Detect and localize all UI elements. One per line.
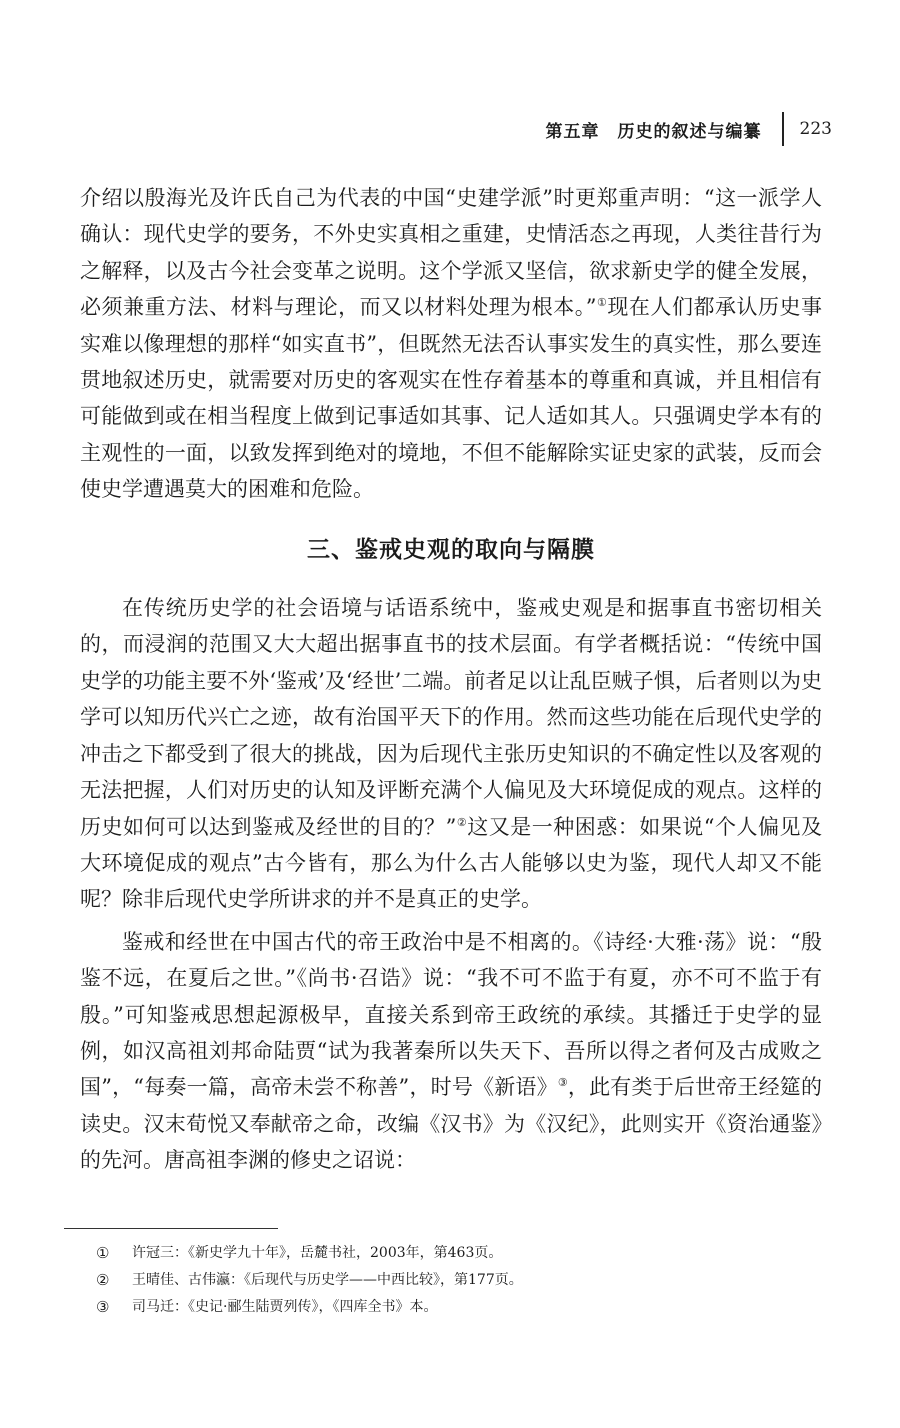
page-number: 223 bbox=[799, 119, 832, 139]
header-divider bbox=[782, 112, 784, 146]
footnote-ref: ③ bbox=[557, 1076, 568, 1090]
footnote-ref: ① bbox=[596, 296, 608, 310]
paragraph bbox=[80, 924, 822, 1179]
footnote-divider bbox=[64, 1228, 278, 1229]
paragraph-text: 鉴戒和经世在中国古代的帝王政治中是不相离的。《诗经·大雅·荡》说：“殷鉴不远，在夏后之世。”《尚书·召诰》说：“我不可不监于有夏，亦不可不监于有殷。”可知鉴戒思想起源极早，直接关系到帝王政统的承续。其播迁于史学的显例，如汉高祖刘邦命陆贾“试为我著秦所以失天下、吾所以得之者何及古成败之国”，“每奏一篇，高帝未尝不称善”，时号《新语》 bbox=[80, 929, 822, 1100]
footnote-mark: ③ bbox=[96, 1298, 110, 1316]
running-header bbox=[546, 112, 832, 146]
footnote-mark: ① bbox=[96, 1244, 110, 1262]
paragraph-text: ，此有类于后世帝王经筵的读史。汉末荀悦又奉献帝之命，改编《汉书》为《汉纪》，此则实开《资治通鉴》的先河。唐高祖李渊的修史之诏说： bbox=[80, 1075, 822, 1173]
footnote bbox=[96, 1240, 523, 1267]
footnote-ref: ② bbox=[456, 815, 468, 829]
paragraph-text: 在传统历史学的社会语境与话语系统中，鉴戒史观是和据事直书密切相关的，而浸润的范围又大大超出据事直书的技术层面。有学者概括说：“传统中国史学的功能主要不外‘鉴戒’及‘经世’二端。前者足以让乱臣贼子惧，后者则以为史学可以知历代兴亡之迹，故有治国平天下的作用。然而这些功能在后现代史学的冲击之下都受到了很大的挑战，因为后现代主张历史知识的不确定性以及客观的无法把握，人们对历史的认知及评断充满个人偏见及大环境促成的观点。这样的历史如何可以达到鉴戒及经世的目的？” bbox=[80, 596, 822, 839]
paragraph bbox=[80, 590, 822, 918]
paragraph-text: 现在人们都承认历史事实难以像理想的那样“如实直书”，但既然无法否认事实发生的真实性，那么要连贯地叙述历史，就需要对历史的客观实在性存着基本的尊重和真诚，并且相信有可能做到或在相当程度上做到记事适如其事、记人适如其人。只强调史学本有的主观性的一面，以致发挥到绝对的境地，不但不能解除实证史家的武装，反而会使史学遭遇莫大的困难和危险。 bbox=[80, 295, 823, 502]
body-text bbox=[80, 180, 822, 1179]
footnote bbox=[96, 1267, 523, 1294]
footnote-text: 司马迁：《史记·郦生陆贾列传》，《四库全书》本。 bbox=[132, 1299, 438, 1315]
footnote-text: 王晴佳、古伟瀛：《后现代与历史学——中西比较》，第177页。 bbox=[132, 1272, 523, 1288]
footnote-text: 许冠三：《新史学九十年》，岳麓书社，2003年，第463页。 bbox=[132, 1245, 503, 1261]
footnote bbox=[96, 1294, 523, 1321]
paragraph-text: 介绍以殷海光及许氏自己为代表的中国“史建学派”时更郑重声明：“这一派学人确认：现代史学的要务，不外史实真相之重建，史情活态之再现，人类往昔行为之解释，以及古今社会变革之说明。这个学派又坚信，欲求新史学的健全发展，必须兼重方法、材料与理论，而又以材料处理为根本。” bbox=[80, 186, 822, 320]
paragraph bbox=[80, 180, 822, 508]
chapter-heading bbox=[546, 117, 762, 142]
footnotes bbox=[96, 1240, 523, 1321]
chapter-title: 历史的叙述与编纂 bbox=[617, 121, 762, 142]
paragraph-text: 这又是一种困惑：如果说“个人偏见及大环境促成的观点”古今皆有，那么为什么古人能够以史为鉴，现代人却又不能呢？除非后现代史学所讲求的并不是真正的史学。 bbox=[80, 814, 822, 912]
chapter-number: 第五章 bbox=[545, 121, 600, 142]
footnote-mark: ② bbox=[96, 1271, 110, 1289]
section-title: 三、鉴戒史观的取向与隔膜 bbox=[307, 536, 595, 563]
